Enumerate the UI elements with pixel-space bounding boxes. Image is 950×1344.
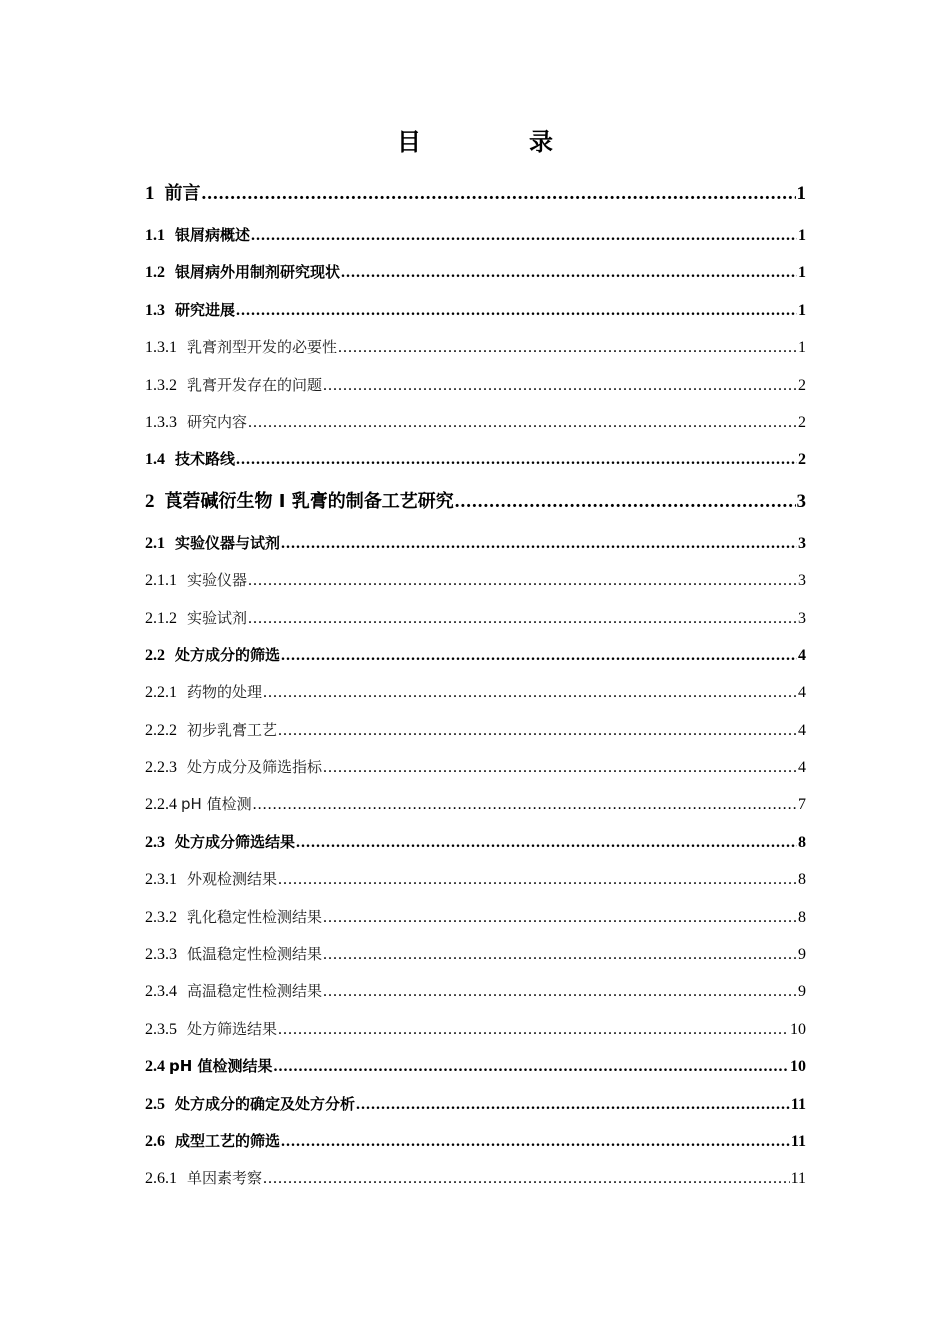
toc-entry-number: 2.3 xyxy=(145,833,165,851)
toc-entry-label xyxy=(145,254,340,291)
toc-entry-label xyxy=(145,786,252,823)
toc-entry-label xyxy=(145,1123,280,1160)
toc-entry-number: 2.2 xyxy=(145,646,165,664)
toc-entry-text: 处方成分及筛选指标 xyxy=(187,758,323,777)
toc-entry-page-number: 4 xyxy=(798,646,806,664)
toc-entry-text: 前言 xyxy=(164,183,201,204)
toc-entry-page-number: 1 xyxy=(798,301,806,319)
toc-entry-dot-leader xyxy=(296,824,797,861)
toc-entry-label xyxy=(145,749,322,786)
toc-entry-number: 1.3.3 xyxy=(145,413,177,431)
toc-entry[interactable] xyxy=(145,404,806,441)
toc-entry-text: 初步乳膏工艺 xyxy=(187,720,278,739)
toc-entry-text: 外观检测结果 xyxy=(187,870,278,889)
toc-entry-dot-leader xyxy=(248,404,797,441)
toc-entry-page-number: 1 xyxy=(796,183,806,204)
toc-entry-dot-leader xyxy=(274,1048,789,1085)
toc-entry-text: 处方成分的筛选 xyxy=(175,645,281,664)
toc-entry-dot-leader xyxy=(338,329,797,366)
toc-entry-page-number: 8 xyxy=(798,908,806,926)
toc-entry-dot-leader xyxy=(323,899,797,936)
toc-entry[interactable] xyxy=(145,441,806,478)
toc-entry-text: 成型工艺的筛选 xyxy=(175,1131,281,1150)
toc-entry-label xyxy=(145,562,247,599)
toc-entry-text: 乳膏剂型开发的必要性 xyxy=(187,338,338,357)
toc-entry-text: 乳膏开发存在的问题 xyxy=(187,375,323,394)
toc-entry-label xyxy=(145,1160,262,1197)
toc-entry-dot-leader xyxy=(251,217,797,254)
toc-entry[interactable] xyxy=(145,1160,806,1197)
toc-entry-page-number: 7 xyxy=(798,796,806,814)
toc-entry[interactable] xyxy=(145,1123,806,1160)
toc-entry-number: 1.1 xyxy=(145,227,165,244)
toc-entry-label xyxy=(145,217,250,254)
toc-entry-dot-leader xyxy=(455,479,796,525)
toc-entry-label xyxy=(145,936,322,973)
toc-entry-dot-leader xyxy=(236,292,797,329)
toc-entry-number: 1.4 xyxy=(145,451,165,469)
toc-entry-text: pH 值检测 xyxy=(181,795,252,814)
toc-entry-dot-leader xyxy=(253,786,797,823)
toc-entry-page-number: 3 xyxy=(798,534,806,552)
toc-entry-page-number: 1 xyxy=(798,264,806,282)
toc-entry-dot-leader xyxy=(281,637,797,674)
toc-entry[interactable] xyxy=(145,525,806,562)
toc-entry[interactable] xyxy=(145,786,806,823)
toc-entry-page-number: 2 xyxy=(798,376,806,394)
toc-entry-dot-leader xyxy=(263,674,797,711)
toc-entry-number: 2 xyxy=(145,490,155,512)
toc-entry-label xyxy=(145,292,235,329)
toc-entry-label xyxy=(145,824,295,861)
toc-entry-number: 2.2.4 xyxy=(145,796,177,814)
toc-entry-dot-leader xyxy=(248,562,797,599)
toc-entry-text: 处方成分的确定及处方分析 xyxy=(175,1094,356,1113)
toc-entry-dot-leader xyxy=(323,936,797,973)
toc-entry-number: 2.2.3 xyxy=(145,759,177,777)
toc-entry-label xyxy=(145,899,322,936)
toc-entry-text: 高温稳定性检测结果 xyxy=(187,982,323,1001)
toc-entry-dot-leader xyxy=(323,973,797,1010)
toc-entry-number: 2.3.3 xyxy=(145,946,177,964)
toc-entry-number: 1 xyxy=(145,183,155,204)
toc-entry-page-number: 1 xyxy=(798,227,806,244)
toc-list xyxy=(145,171,806,1198)
toc-entry-text: 处方筛选结果 xyxy=(187,1019,278,1038)
toc-entry-page-number: 10 xyxy=(790,1058,806,1076)
toc-entry-label xyxy=(145,171,201,217)
toc-entry-dot-leader xyxy=(278,712,797,749)
toc-entry-label xyxy=(145,674,262,711)
toc-entry-page-number: 4 xyxy=(798,759,806,777)
toc-entry[interactable] xyxy=(145,479,806,525)
toc-entry-label xyxy=(145,1048,273,1085)
toc-entry-page-number: 3 xyxy=(798,609,806,627)
toc-entry-text: 单因素考察 xyxy=(187,1169,263,1188)
toc-entry-text: 研究进展 xyxy=(175,300,236,319)
toc-entry-text: 低温稳定性检测结果 xyxy=(187,945,323,964)
toc-entry[interactable] xyxy=(145,254,806,291)
toc-entry-label xyxy=(145,712,277,749)
toc-entry-number: 2.6.1 xyxy=(145,1170,177,1188)
toc-entry[interactable] xyxy=(145,1086,806,1123)
toc-entry-label xyxy=(145,367,322,404)
toc-entry-text: 实验仪器与试剂 xyxy=(175,533,281,552)
toc-entry-dot-leader xyxy=(202,171,796,217)
toc-entry-page-number: 4 xyxy=(798,721,806,739)
toc-entry-number: 2.4 xyxy=(145,1058,165,1076)
toc-entry-text: 实验试剂 xyxy=(187,608,248,627)
toc-entry-text: 乳化稳定性检测结果 xyxy=(187,907,323,926)
toc-entry-dot-leader xyxy=(323,749,797,786)
toc-entry[interactable] xyxy=(145,861,806,898)
toc-entry[interactable] xyxy=(145,824,806,861)
toc-entry-dot-leader xyxy=(278,861,797,898)
toc-entry[interactable] xyxy=(145,367,806,404)
toc-entry[interactable] xyxy=(145,899,806,936)
toc-entry-number: 2.2.2 xyxy=(145,721,177,739)
toc-entry-number: 2.1.1 xyxy=(145,572,177,590)
toc-entry[interactable] xyxy=(145,562,806,599)
toc-entry-number: 2.3.5 xyxy=(145,1020,177,1038)
toc-entry-page-number: 3 xyxy=(796,490,806,512)
toc-entry-text: 银屑病概述 xyxy=(175,226,251,244)
toc-entry-number: 2.3.2 xyxy=(145,908,177,926)
toc-entry-label xyxy=(145,404,247,441)
toc-entry-label xyxy=(145,637,280,674)
toc-entry-text: 研究内容 xyxy=(187,412,248,431)
toc-entry-number: 2.5 xyxy=(145,1095,165,1113)
toc-entry[interactable] xyxy=(145,1011,806,1048)
toc-entry[interactable] xyxy=(145,749,806,786)
toc-entry[interactable] xyxy=(145,171,806,217)
toc-entry[interactable] xyxy=(145,936,806,973)
toc-entry-text: pH 值检测结果 xyxy=(169,1057,273,1076)
toc-entry[interactable] xyxy=(145,1048,806,1085)
toc-entry-number: 2.3.4 xyxy=(145,983,177,1001)
toc-entry[interactable] xyxy=(145,674,806,711)
toc-entry-label xyxy=(145,441,235,478)
toc-entry-page-number: 11 xyxy=(790,1132,806,1150)
toc-entry[interactable] xyxy=(145,292,806,329)
toc-entry-page-number: 1 xyxy=(798,339,806,357)
toc-title: 目 录 xyxy=(397,128,595,156)
toc-entry-label xyxy=(145,479,454,525)
toc-entry-number: 2.1 xyxy=(145,534,165,552)
toc-entry-page-number: 10 xyxy=(790,1020,806,1038)
toc-entry-text: 银屑病外用制剂研究现状 xyxy=(175,263,341,282)
toc-entry-dot-leader xyxy=(356,1086,790,1123)
toc-entry-label xyxy=(145,861,277,898)
toc-entry-dot-leader xyxy=(341,254,797,291)
toc-entry-dot-leader xyxy=(281,525,797,562)
toc-entry[interactable] xyxy=(145,712,806,749)
toc-entry-label xyxy=(145,1011,277,1048)
toc-entry-dot-leader xyxy=(236,441,797,478)
toc-entry-text: 处方成分筛选结果 xyxy=(175,832,296,851)
toc-entry-page-number: 2 xyxy=(798,451,806,469)
toc-entry[interactable] xyxy=(145,600,806,637)
toc-entry-page-number: 4 xyxy=(798,684,806,702)
toc-entry-page-number: 8 xyxy=(798,833,806,851)
toc-entry-label xyxy=(145,973,322,1010)
toc-entry-dot-leader xyxy=(323,367,797,404)
toc-entry-page-number: 11 xyxy=(790,1170,806,1188)
toc-entry-number: 1.3 xyxy=(145,301,165,319)
toc-entry-label xyxy=(145,329,337,366)
toc-entry-number: 2.3.1 xyxy=(145,871,177,889)
toc-entry-dot-leader xyxy=(263,1160,790,1197)
toc-entry-text: 莨菪碱衍生物 I 乳膏的制备工艺研究 xyxy=(164,490,454,512)
toc-entry-number: 1.2 xyxy=(145,264,165,282)
toc-entry-number: 1.3.1 xyxy=(145,339,177,357)
toc-entry-page-number: 11 xyxy=(790,1095,806,1113)
toc-entry-number: 2.2.1 xyxy=(145,684,177,702)
toc-entry[interactable] xyxy=(145,217,806,254)
toc-entry-label xyxy=(145,525,280,562)
toc-entry-page-number: 2 xyxy=(798,413,806,431)
toc-entry-text: 技术路线 xyxy=(175,450,236,469)
toc-entry-page-number: 3 xyxy=(798,572,806,590)
toc-entry[interactable] xyxy=(145,973,806,1010)
toc-entry-page-number: 9 xyxy=(798,946,806,964)
toc-entry-text: 实验仪器 xyxy=(187,571,248,590)
toc-entry-dot-leader xyxy=(278,1011,789,1048)
toc-entry-number: 1.3.2 xyxy=(145,376,177,394)
toc-entry-label xyxy=(145,600,247,637)
toc-entry-page-number: 8 xyxy=(798,871,806,889)
toc-entry-text: 药物的处理 xyxy=(187,683,263,702)
toc-entry[interactable] xyxy=(145,637,806,674)
toc-entry-label xyxy=(145,1086,355,1123)
toc-entry-dot-leader xyxy=(281,1123,790,1160)
toc-entry-number: 2.1.2 xyxy=(145,609,177,627)
toc-entry-page-number: 9 xyxy=(798,983,806,1001)
toc-entry[interactable] xyxy=(145,329,806,366)
toc-entry-number: 2.6 xyxy=(145,1132,165,1150)
toc-entry-dot-leader xyxy=(248,600,797,637)
